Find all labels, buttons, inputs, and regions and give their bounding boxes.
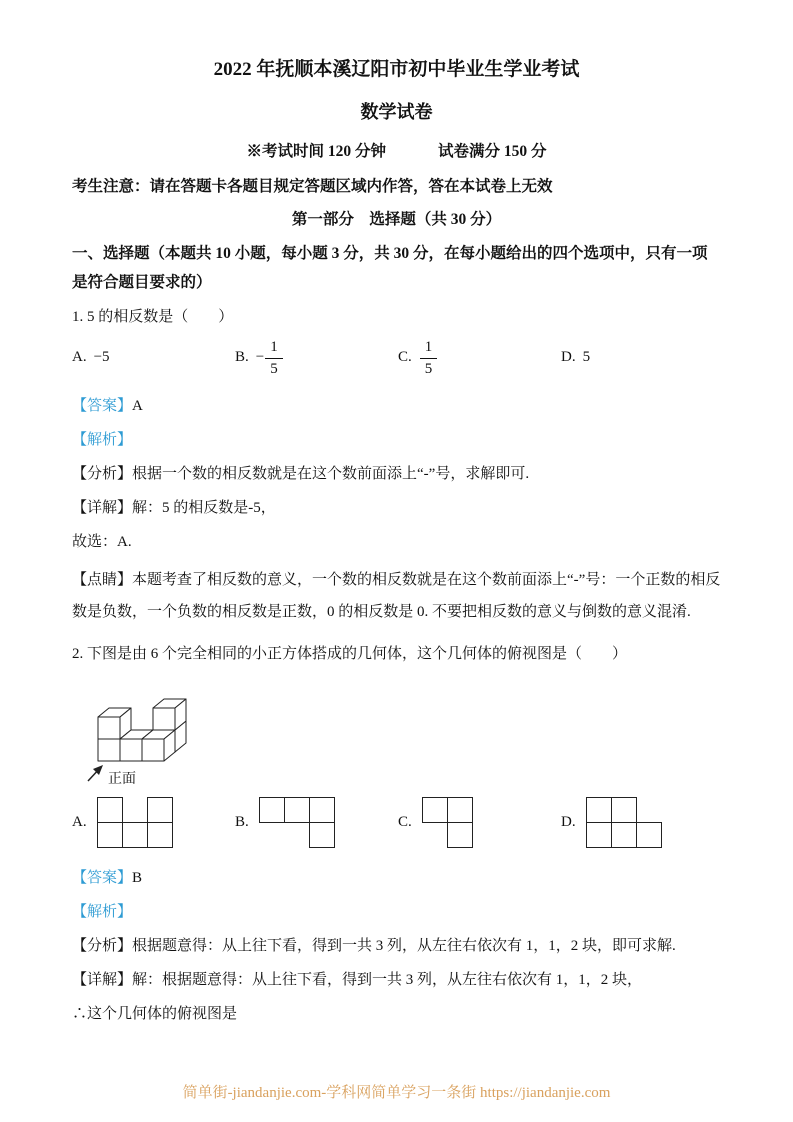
analysis-tag: 【解析】: [72, 904, 133, 921]
question-2-options: [72, 795, 721, 850]
q1-option-c: [398, 338, 561, 377]
option-label: A.: [72, 814, 87, 831]
q1-option-d: [561, 349, 590, 366]
q2-option-b: [235, 797, 398, 848]
option-value: −5: [93, 349, 110, 366]
answer-tag: 【答案】: [72, 870, 133, 887]
option-label: D.: [561, 349, 576, 366]
analysis-tag: 【解析】: [72, 431, 133, 448]
exam-title: 2022 年抚顺本溪辽阳市初中毕业生学业考试: [213, 59, 580, 80]
fraction-denominator: 5: [424, 360, 433, 377]
answer-tag: 【答案】: [72, 397, 133, 414]
answer-value: A: [132, 397, 143, 414]
option-label: D.: [561, 814, 576, 831]
paper-subtitle: 数学试卷: [360, 102, 433, 122]
top-view-figure-a: [97, 797, 173, 848]
full-score-text: 试卷满分 150 分: [438, 143, 547, 160]
option-label: B.: [235, 349, 249, 366]
q1-analysis-tag-line: [72, 428, 721, 449]
exam-time-text: ※考试时间 120 分钟: [246, 143, 386, 160]
q1-note-text: 【点睛】本题考查了相反数的意义，一个数的相反数就是在这个数前面添上“-”号：一个正数的相反数是负数，一个负数的相反数是正数，0 的相反数是 0. 不要把相反数的意义与倒数的意义混淆.: [72, 571, 721, 621]
cube-solid-figure: [80, 673, 721, 787]
question-2-stem: 2. 下图是由 6 个完全相同的小正方体搭成的几何体，这个几何体的俯视图是（ ）: [72, 646, 628, 663]
question-1-stem: 1. 5 的相反数是（ ）: [72, 308, 234, 325]
top-view-figure-d: [586, 797, 662, 848]
option-value: 5: [582, 349, 591, 366]
question-1-options: [72, 336, 721, 380]
q1-analysis-text: 【分析】根据一个数的相反数就是在这个数前面添上“-”号，求解即可.: [72, 465, 530, 482]
top-view-figure-b: [259, 797, 335, 848]
q1-detail-text: 【详解】解：5 的相反数是-5，: [72, 499, 276, 516]
q2-conclusion-text: ∴这个几何体的俯视图是: [72, 1006, 238, 1023]
fraction-denominator: 5: [270, 360, 278, 377]
option-value: [419, 338, 438, 377]
answer-value: B: [132, 870, 143, 887]
q1-option-a: [72, 349, 235, 366]
minus-sign: −: [255, 349, 265, 366]
option-label: C.: [398, 349, 412, 366]
site-watermark: 简单街-jiandanjie.com-学科网简单学习一条街 https://jiandanjie.com: [182, 1085, 611, 1101]
front-view-arrow: [88, 765, 103, 781]
exam-info-line: [72, 139, 721, 161]
q2-option-a: [72, 797, 235, 848]
fraction: [420, 338, 438, 377]
q2-detail-text: 【详解】解：根据题意得：从上往下看，得到一共 3 列，从左往右依次有 1，1，2 块，: [72, 972, 643, 989]
option-label: A.: [72, 349, 87, 366]
q1-answer-line: [72, 394, 721, 415]
q2-analysis-tag-line: [72, 900, 721, 921]
candidate-notice: 考生注意：请在答题卡各题目规定答题区域内作答，答在本试卷上无效: [72, 178, 553, 195]
q1-option-b: [235, 338, 398, 377]
fraction-numerator: 1: [265, 338, 283, 359]
q2-option-c: [398, 797, 561, 848]
part-one-title: 第一部分 选择题（共 30 分）: [291, 211, 502, 228]
q1-conclusion-text: 故选：A.: [72, 533, 132, 550]
option-value: [256, 338, 283, 377]
option-label: C.: [398, 814, 412, 831]
top-view-figure-c: [422, 797, 473, 848]
fraction: [265, 338, 283, 377]
q2-answer-line: [72, 866, 721, 887]
fraction-numerator: 1: [420, 338, 438, 359]
q2-analysis-text: 【分析】根据题意得：从上往下看，得到一共 3 列，从左往右依次有 1，1，2 块，即可求解.: [72, 938, 676, 955]
section-instruction: 一、选择题（本题共 10 小题，每小题 3 分，共 30 分，在每小题给出的四个选项中，只有一项是符合题目要求的）: [72, 245, 708, 292]
front-face-label: 正面: [108, 772, 136, 788]
q2-option-d: [561, 797, 662, 848]
isometric-cubes-drawing: [80, 673, 240, 787]
option-label: B.: [235, 814, 249, 831]
